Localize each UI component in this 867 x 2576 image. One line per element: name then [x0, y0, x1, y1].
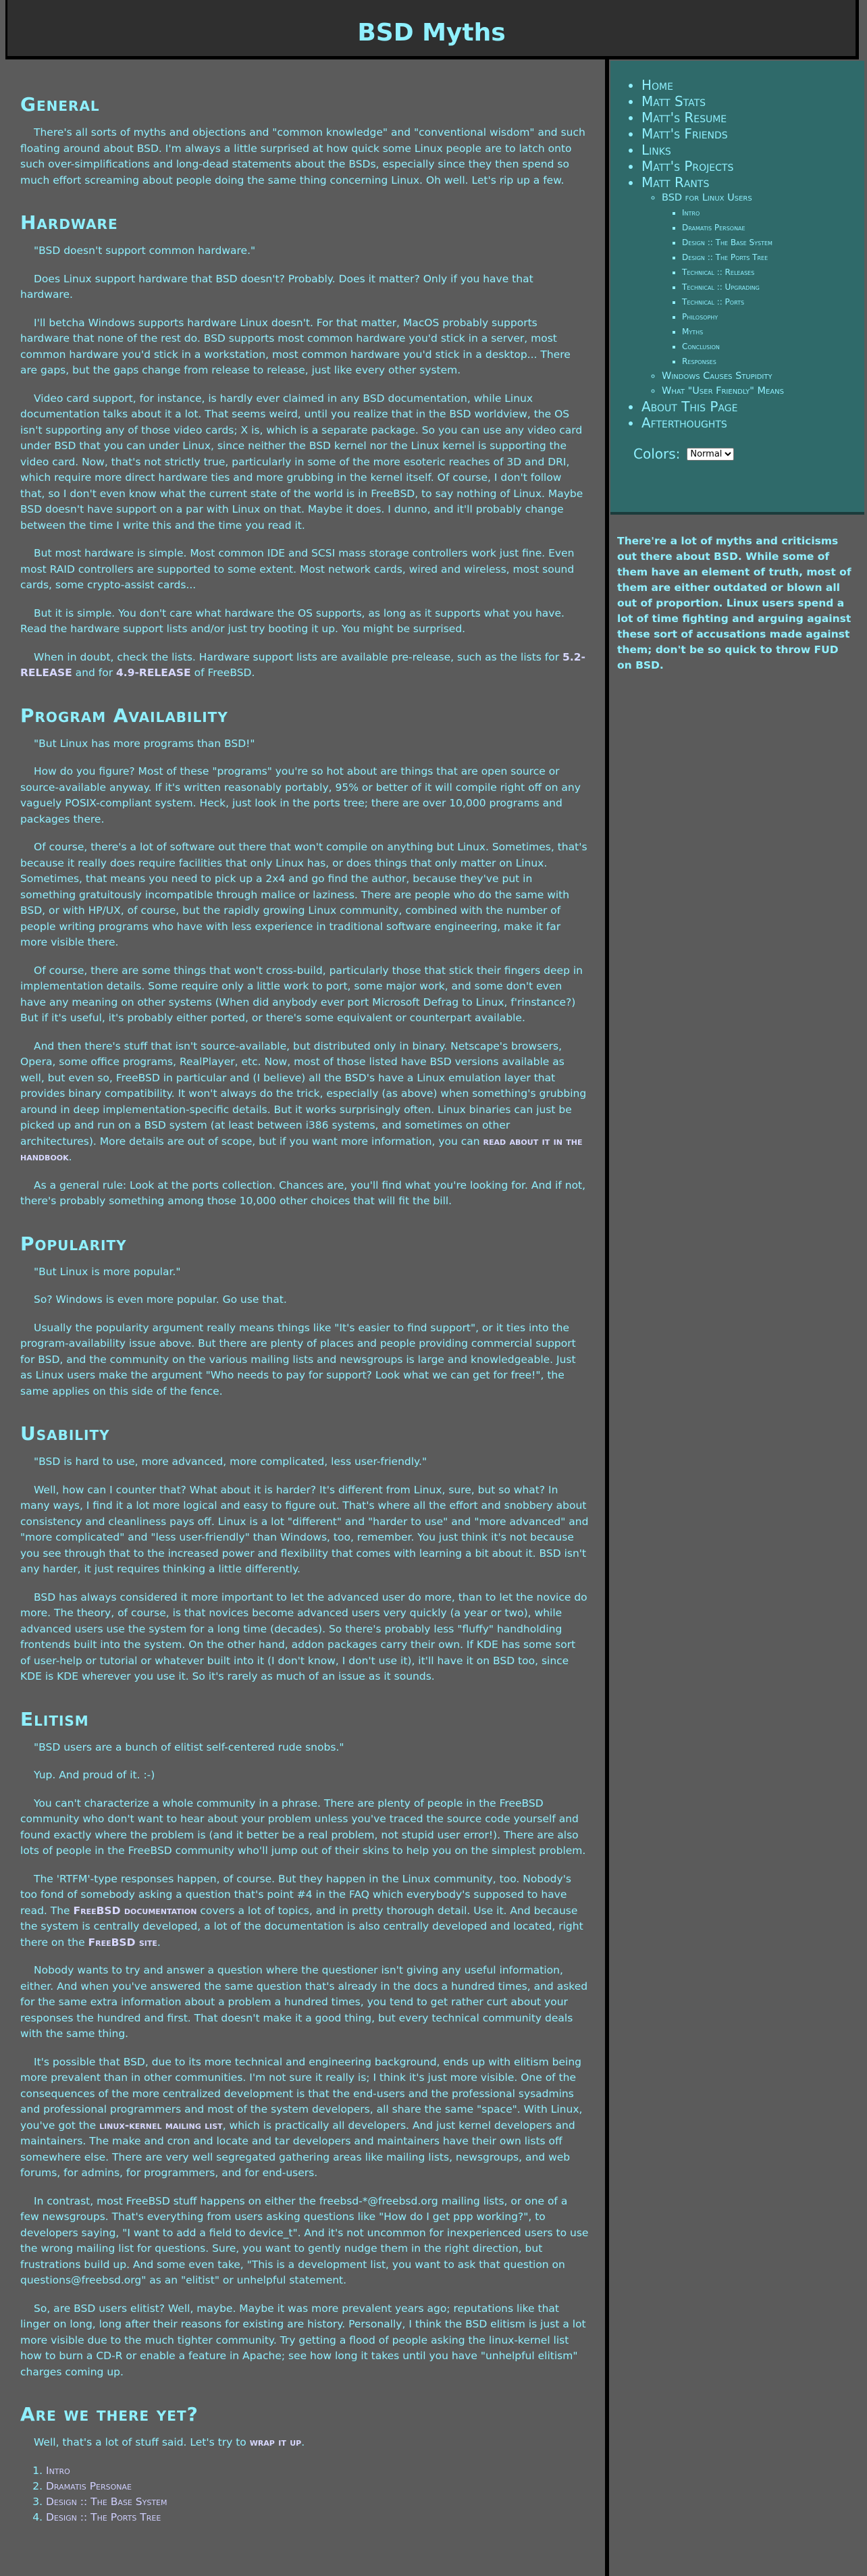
- section-heading-program-availability: Program Availability: [20, 704, 228, 727]
- colors-select[interactable]: [687, 448, 734, 461]
- nav-subsubitem: [682, 324, 864, 339]
- nav-item: [641, 158, 864, 174]
- nav-item: [641, 174, 864, 398]
- nav-subsubitem: [682, 250, 864, 265]
- toc-list: [46, 2463, 589, 2525]
- paragraph: [20, 2055, 589, 2182]
- link-linux-kernel-list[interactable]: linux-kernel mailing list: [99, 2119, 223, 2132]
- toc-link-intro[interactable]: Intro: [46, 2464, 70, 2477]
- text: Well, that's a lot of stuff said. Let's try to: [34, 2436, 250, 2448]
- text: It's possible that BSD, due to its more technical and engineering background, ends up with elitism being more prevalent than in other communities. I'm not sure it really is; I think it's just more visible. One of the consequences of the more centralized development is that the end-users and the professional sysadmins and professional programmers and most of the system developers, all share the same "space". With Linux, you've got the: [20, 2055, 583, 2132]
- colors-control: [633, 446, 864, 462]
- paragraph: There's all sorts of myths and objections and "common knowledge" and "conventional wisdom" and such floating around about BSD. I'm always a little surprised at how quick some Linux people are to latch onto such over-simplifications and long-dead statements about the BSDs, especially since they then spend so much effort screaming about people doing the same thing concerning Linux. Oh well. Let's rip up a few.: [20, 126, 585, 186]
- rants-sublist: [641, 190, 864, 398]
- paragraph: Nobody wants to try and answer a question where the questioner isn't giving any useful information, either. And when you've answered the same question that's already in the docs a hundred times, and asked for the same extra information about a problem a hundred times, you tend to get rather curt about your responses the hundred and first. That doesn't make it a good thing, but every technical community deals with the same thing.: [20, 1964, 588, 2040]
- link-freebsd-documentation[interactable]: FreeBSD documentation: [73, 1904, 197, 1917]
- link-5-2-release[interactable]: 5.2-RELEASE: [20, 650, 585, 679]
- nav-subsubitem: [682, 205, 864, 220]
- sidebar-note: There're a lot of myths and criticisms out there about BSD. While some of them have an element of truth, most of them are either outdated or blown all out of proportion. Linux users spend a lot of time fighting and arguing against these sort of accusations made against them; don't be so quick to throw FUD on BSD.: [617, 535, 851, 671]
- nav-subsubitem: [682, 280, 864, 294]
- nav-link-bsd-for-linux-users[interactable]: BSD for Linux Users: [662, 192, 752, 203]
- nav-subsubitem: [682, 339, 864, 354]
- paragraph: In contrast, most FreeBSD stuff happens on either the freebsd-*@freebsd.org mailing lists, or one of a few newsgroups. That's everything from users asking questions like "How do I get ppp working?", to developers saying, "I want to add a field to device_t". And it's not uncommon for inexperienced users to use the wrong mailing list for questions. Sure, you want to gently nudge them in the right direction, but frustrations build up. And some even take, "This is a development list, you want to ask that question on questions@freebsd.org" as an "elitist" or unhelpful statement.: [20, 2194, 589, 2286]
- paragraph: [20, 1872, 589, 1951]
- nav-link-rants[interactable]: Matt Rants: [641, 174, 710, 190]
- text: and for: [72, 667, 117, 679]
- nav-link-afterthoughts[interactable]: Afterthoughts: [641, 415, 727, 431]
- section-heading-are-we-there-yet: Are we there yet?: [20, 2403, 199, 2425]
- paragraph: I'll betcha Windows supports hardware Linux doesn't. For that matter, MacOS probably supports hardware that none of the rest do. BSD supports most common hardware you'd stick in a server, most common hardware you'd stick in a workstation, most common hardware you'd stick in a desktop... There are gaps, but the gaps change from release to release, just like every other system.: [20, 316, 571, 376]
- nav-link-releases[interactable]: Technical :: Releases: [682, 267, 755, 277]
- nav-subsubitem: [682, 220, 864, 235]
- paragraph: Of course, there's a lot of software out there that won't compile on anything but Linux. Sometimes, that's because it really does require facilities that only Linux has, or does things that only matter on Linux. Sometimes, that means you need to pick up a 2x4 and go find the author, because they've put in something gratuitously incompatible through malice or laziness. There are people who do the same with BSD, or with HP/UX, of course, but the rapidly growing Linux community, combined with the number of people writing programs who have with less experience in traditional software engineering, make it far more visible there.: [20, 841, 587, 948]
- text: .: [301, 2436, 305, 2448]
- link-freebsd-site[interactable]: FreeBSD site: [88, 1936, 157, 1949]
- nav-subitem: [662, 384, 864, 398]
- toc-item: [46, 2494, 589, 2510]
- paragraph: How do you figure? Most of these "programs" you're so hot about are things that are open source or source-available anyway. If it's written reasonably portably, 95% or better of it will compile right off on any vaguely POSIX-compliant system. Heck, just look in the ports tree; there are over 10,000 programs and packages there.: [20, 765, 581, 825]
- nav-link-upgrading[interactable]: Technical :: Upgrading: [682, 282, 760, 292]
- nav-link-myths[interactable]: Myths: [682, 327, 704, 336]
- nav-subitem: [662, 369, 864, 384]
- toc-item: [46, 2510, 589, 2525]
- text: .: [157, 1936, 161, 1949]
- paragraph: As a general rule: Look at the ports collection. Chances are, you'll find what you're looking for. And if not, there's probably something among those 10,000 other choices that will fit the bill.: [20, 1179, 586, 1207]
- nav-subitem: [662, 190, 864, 369]
- myth-quote: "But Linux has more programs than BSD!": [34, 737, 255, 750]
- nav-item: [641, 126, 864, 142]
- text: The 'RTFM'-type responses happen, of course. But they happen in the Linux community, too. Nobody's too fond of somebody asking a question that's point #4 in the FAQ which everybody's supposed to have read. The: [20, 1872, 572, 1917]
- nav-subsubitem: [682, 309, 864, 324]
- paragraph: BSD has always considered it more important to let the advanced user do more, than to let the novice do more. The theory, of course, is that novices become advanced users very quickly (a year or two), while advanced users use the system for a long time (decades). So there's probably less "fluffy" handholding frontends built into the system. On the other hand, addon packages carry their own. If KDE has some sort of user-help or tutorial or whatever built into it (I don't know, I don't use it), it'll have it on BSD too, since KDE is KDE wherever you use it. So it's rarely as much of an issue as it sounds.: [20, 1591, 587, 1682]
- paragraph: So? Windows is even more popular. Go use that.: [34, 1293, 287, 1306]
- nav-subsubitem: [682, 354, 864, 369]
- main-content: [20, 74, 589, 2525]
- nav-subsubitem: [682, 235, 864, 250]
- nav-link-philosophy[interactable]: Philosophy: [682, 312, 718, 321]
- text: When in doubt, check the lists. Hardware support lists are available pre-release, such as the lists for: [34, 650, 563, 663]
- link-4-9-release[interactable]: 4.9-RELEASE: [116, 667, 191, 679]
- toc-item: [46, 2463, 589, 2479]
- paragraph: [20, 2435, 589, 2451]
- nav-item: [641, 93, 864, 109]
- myth-quote: "BSD is hard to use, more advanced, more complicated, less user-friendly.": [34, 1456, 427, 1468]
- nav-item: [641, 415, 864, 431]
- text: of FreeBSD.: [190, 667, 255, 679]
- section-heading-usability: Usability: [20, 1422, 110, 1445]
- paragraph: Does Linux support hardware that BSD doesn't? Probably. Does it matter? Only if you have that hardware.: [20, 272, 533, 301]
- link-wrap-it-up[interactable]: wrap it up: [249, 2436, 302, 2448]
- myth-quote: "But Linux is more popular.": [34, 1265, 181, 1278]
- section-heading-elitism: Elitism: [20, 1707, 89, 1730]
- section-heading-general: General: [20, 93, 100, 115]
- bsd-sublist: [662, 205, 864, 369]
- nav-item: [641, 398, 864, 415]
- link-handbook[interactable]: read about it in the handbook: [20, 1135, 583, 1163]
- nav-link-ports[interactable]: Technical :: Ports: [682, 297, 745, 307]
- column-divider: [605, 59, 609, 2576]
- nav-item: [641, 109, 864, 126]
- paragraph: Video card support, for instance, is hardly ever claimed in any BSD documentation, while Linux documentation talks about it a lot. That seems weird, until you realize that in the BSD worldview, the OS isn't supporting any of those video cards; X is, which is a separate package. So you can use any video card under BSD that you can under Linux, since neither the BSD kernel nor the Linux kernel is supporting the video card. Now, that's not strictly true, particularly in some of the more esoteric reaches of 3D and DRI, which require more direct hardware ties and more grubbing in the kernel itself. Of course, I don't follow that, so I don't even know what the current state of the world is in FreeBSD, to say nothing of Linux. Maybe BSD doesn't have support on a par with Linux on that. Maybe it does. I dunno, and it'll probably change between the time I write this and the time you read it.: [20, 392, 583, 532]
- nav-link-windows-stupidity[interactable]: Windows Causes Stupidity: [662, 371, 772, 382]
- text: covers a lot of topics, and in pretty thorough detail. Use it. And because the system is centrally developed, a lot of the documentation is also centrally developed and located, right there on the: [20, 1904, 583, 1949]
- section-heading-hardware: Hardware: [20, 211, 118, 234]
- sidebar-nav: [610, 61, 864, 515]
- nav-subsubitem: [682, 294, 864, 309]
- text: .: [68, 1151, 72, 1163]
- nav-link-conclusion[interactable]: Conclusion: [682, 342, 720, 351]
- text: And then there's stuff that isn't source-available, but distributed only in binary. Netscape's browsers, Opera, some office programs, RealPlayer, etc. Now, most of those listed have BSD versions available as well, but even so, FreeBSD in particular and (I believe) all the BSD's have a Linux emulation layer that provides binary compatibility. It won't always do the trick, especially (as above) when something's grubbing around in deep implementation-specific details. But it works surprisingly often. Linux binaries can just be picked up and run on a BSD system (at least between i386 systems, and sometimes on other architectures). More details are out of scope, but if you want more information, you can: [20, 1039, 587, 1148]
- nav-link-home[interactable]: Home: [641, 77, 673, 93]
- nav-link-links[interactable]: Links: [641, 142, 671, 158]
- nav-link-ports-tree[interactable]: Design :: The Ports Tree: [682, 253, 768, 262]
- myth-quote: "BSD doesn't support common hardware.": [34, 244, 256, 257]
- paragraph: Of course, there are some things that won't cross-build, particularly those that stick their fingers deep in implementation details. Some require only a little work to port, some major work, and some don't even have any meaning on other systems (When did anybody ever port Microsoft Defrag to Linux, f'rinstance?) But if it's useful, it's probably either ported, or there's some equivalent or counterpart available.: [20, 964, 583, 1024]
- colors-label: Colors:: [633, 446, 681, 462]
- nav-link-about[interactable]: About This Page: [641, 398, 738, 415]
- nav-link-responses[interactable]: Responses: [682, 357, 716, 366]
- paragraph: Usually the popularity argument really means things like "It's easier to find support", or it ties into the program-availability issue above. But there are plenty of places and people providing commercial support for BSD, and the community on the various mailing lists and newsgroups is large and knowledgeable. Just as Linux users make the argument "Who needs to pay for support? Look what we can get for free!", the same applies on this side of the fence.: [20, 1321, 576, 1397]
- paragraph: Well, how can I counter that? What about it is harder? It's different from Linux, sure, but so what? In many ways, I find it a lot more logical and easy to figure out. That's where all the effort and snobbery about consistency and cleanliness pays off. Linux is a lot "different" and "harder to use" and "more advanced" and "more complicated" and "less user-friendly" than Windows, too, remember. You just think it's not because you see through that to the increased power and flexibility that comes with learning a bit about it. BSD isn't any harder, it just requires thinking a little differently.: [20, 1483, 589, 1575]
- nav-link-projects[interactable]: Matt's Projects: [641, 158, 734, 174]
- site-header: [5, 0, 859, 59]
- myth-quote: "BSD users are a bunch of elitist self-centered rude snobs.": [34, 1741, 344, 1753]
- nav-link-user-friendly[interactable]: What "User Friendly" Means: [662, 386, 785, 396]
- toc-link-ports-tree[interactable]: Design :: The Ports Tree: [46, 2510, 161, 2523]
- section-heading-popularity: Popularity: [20, 1232, 127, 1255]
- nav-link-friends[interactable]: Matt's Friends: [641, 126, 728, 142]
- paragraph: [20, 1039, 589, 1166]
- toc-link-base-system[interactable]: Design :: The Base System: [46, 2495, 167, 2508]
- text: , which is practically all developers. And just kernel developers and maintainers. The make and cron and locate and tar developers and maintainers have their own lists off somewhere else. There are very well segregated gathering areas like mailing lists, newsgroups, and web forums, for admins, for programmers, and for end-users.: [20, 2119, 575, 2179]
- nav-link-intro[interactable]: Intro: [682, 208, 700, 217]
- paragraph: Yup. And proud of it. :-): [34, 1769, 155, 1781]
- paragraph: But it is simple. You don't care what hardware the OS supports, as long as it supports what you have. Read the hardware support lists and/or just try booting it up. You might be surprised.: [20, 607, 564, 635]
- site-title: BSD Myths: [357, 19, 506, 47]
- paragraph: But most hardware is simple. Most common IDE and SCSI mass storage controllers work just fine. Even most RAID controllers are supported to some extent. Most network cards, wired and wireless, most sound cards, some crypto-assist cards...: [20, 547, 575, 591]
- nav-list: [633, 77, 864, 431]
- nav-link-resume[interactable]: Matt's Resume: [641, 109, 727, 126]
- toc-link-dramatis-personae[interactable]: Dramatis Personae: [46, 2479, 132, 2492]
- nav-link-matt-stats[interactable]: Matt Stats: [641, 93, 706, 109]
- nav-link-base-system[interactable]: Design :: The Base System: [682, 238, 772, 247]
- nav-item: [641, 77, 864, 93]
- paragraph: You can't characterize a whole community in a phrase. There are plenty of people in the FreeBSD community who don't want to hear about your problem unless you've traced the source code yourself and found exactly where the problem is (and it better be a real problem, not stupid user error!). There are also lots of people in the FreeBSD community who'll jump out of their skins to help you on the simplest problem.: [20, 1797, 586, 1857]
- nav-link-dramatis-personae[interactable]: Dramatis Personae: [682, 223, 745, 232]
- nav-subsubitem: [682, 265, 864, 280]
- paragraph: So, are BSD users elitist? Well, maybe. Maybe it was more prevalent years ago; reputations like that linger on long, long after their reasons for existing are history. Personally, I think the BSD elitism is just a lot more visible due to the much tighter community. Try getting a flood of people asking the linux-kernel list how to burn a CD-R or enable a feature in Apache; see how long it takes until you have "unhelpful elitism" charges coming up.: [20, 2302, 586, 2378]
- paragraph: [20, 650, 589, 681]
- toc-item: [46, 2479, 589, 2494]
- nav-item: [641, 142, 864, 158]
